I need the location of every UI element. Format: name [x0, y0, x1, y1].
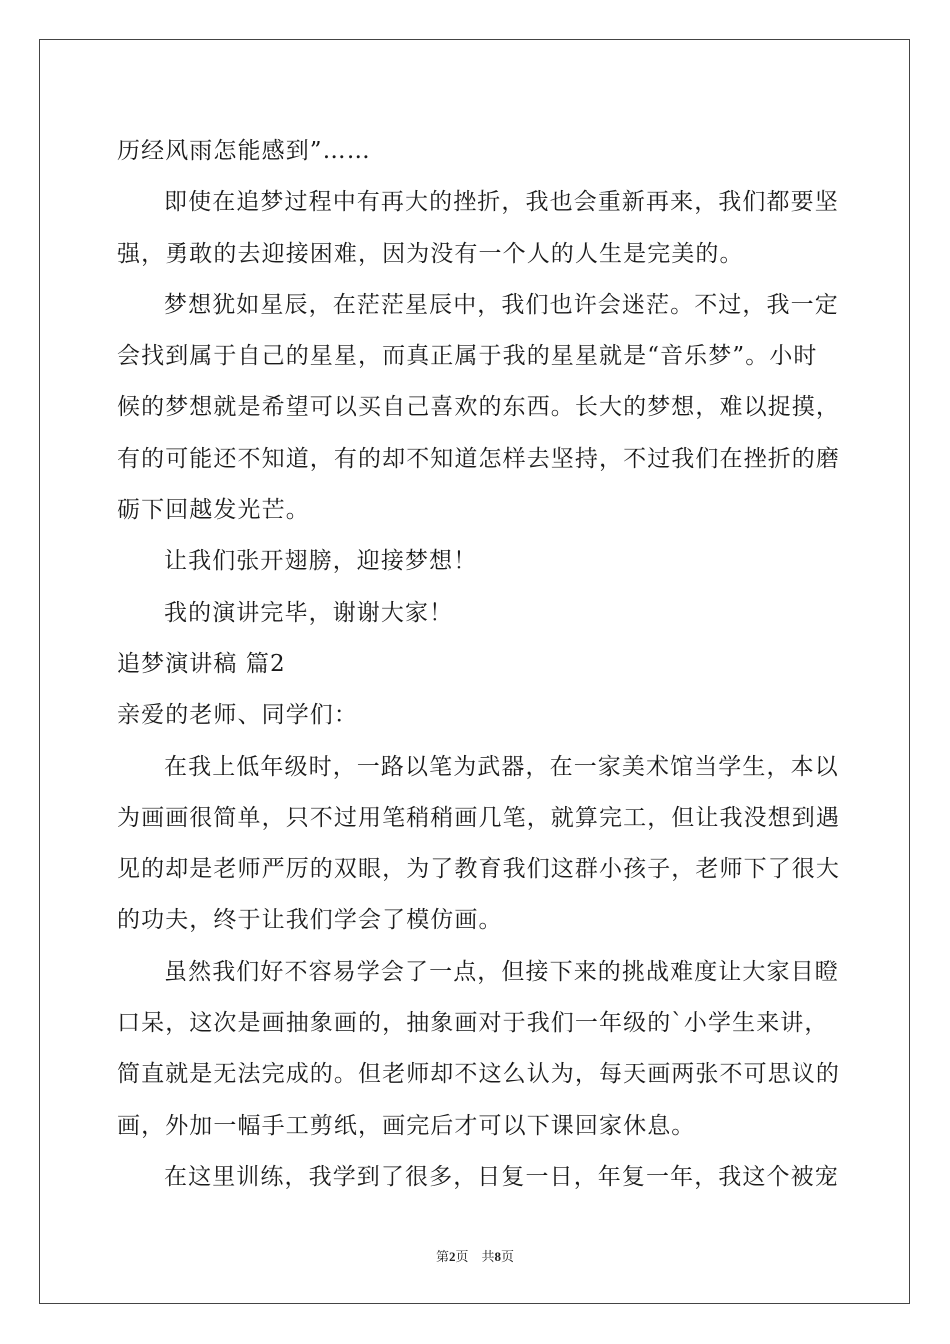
- text-line: 有的可能还不知道，有的却不知道怎样去坚持，不过我们在挫折的磨: [117, 445, 840, 472]
- text-line: 口呆，这次是画抽象画的，抽象画对于我们一年级的`小学生来讲，: [117, 1010, 829, 1037]
- footer-middle: 页 共: [455, 1250, 495, 1265]
- paragraph: [117, 1152, 839, 1203]
- text-line: 即使在追梦过程中有再大的挫折，我也会重新再来，我们都要坚: [164, 189, 839, 216]
- paragraph: [117, 280, 840, 536]
- text-line: 见的却是老师严厉的双眼，为了教育我们这群小孩子，老师下了很大: [117, 856, 840, 883]
- current-page-number: 2: [448, 1249, 456, 1264]
- document-body: [117, 126, 840, 1203]
- text-line: 我的演讲完毕，谢谢大家！: [164, 599, 454, 626]
- text-line: 的功夫，终于让我们学会了模仿画。: [117, 907, 503, 934]
- text-line: 亲爱的老师、同学们：: [117, 702, 358, 729]
- text-line: 在我上低年级时，一路以笔为武器，在一家美术馆当学生，本以: [164, 753, 839, 780]
- text-line: 强，勇敢的去迎接困难，因为没有一个人的人生是完美的。: [117, 240, 744, 267]
- text-line: 在这里训练，我学到了很多，日复一日，年复一年，我这个被宠: [164, 1163, 839, 1190]
- text-line: 梦想犹如星辰，在茫茫星辰中，我们也许会迷茫。不过，我一定: [164, 291, 839, 318]
- paragraph: [117, 690, 835, 741]
- paragraph: [117, 177, 839, 280]
- text-line: 追梦演讲稿 篇2: [117, 650, 286, 677]
- text-line: 虽然我们好不容易学会了一点，但接下来的挑战难度让大家目瞪: [164, 958, 839, 985]
- text-line: 历经风雨怎能感到”……: [117, 138, 371, 164]
- page-footer: [0, 1246, 950, 1265]
- paragraph: [117, 536, 835, 587]
- text-line: 砺下回越发光芒。: [117, 497, 310, 524]
- text-line: 简直就是无法完成的。但老师却不这么认为，每天画两张不可思议的: [117, 1061, 840, 1088]
- paragraph: [117, 126, 835, 177]
- paragraph: [117, 742, 840, 947]
- footer-suffix: 页: [501, 1250, 515, 1265]
- paragraph: [117, 639, 835, 690]
- text-line: 让我们张开翅膀，迎接梦想！: [164, 548, 478, 575]
- paragraph: [117, 947, 840, 1152]
- total-pages-number: 8: [494, 1249, 501, 1264]
- paragraph: [117, 588, 835, 639]
- text-line: 会找到属于自己的星星，而真正属于我的星星就是“音乐梦”。小时: [117, 343, 818, 370]
- text-line: 画，外加一幅手工剪纸，画完后才可以下课回家休息。: [117, 1112, 696, 1139]
- footer-prefix: 第: [435, 1250, 449, 1265]
- text-line: 候的梦想就是希望可以买自己喜欢的东西。长大的梦想，难以捉摸，: [117, 394, 840, 421]
- text-line: 为画画很简单，只不过用笔稍稍画几笔，就算完工，但让我没想到遇: [117, 804, 840, 831]
